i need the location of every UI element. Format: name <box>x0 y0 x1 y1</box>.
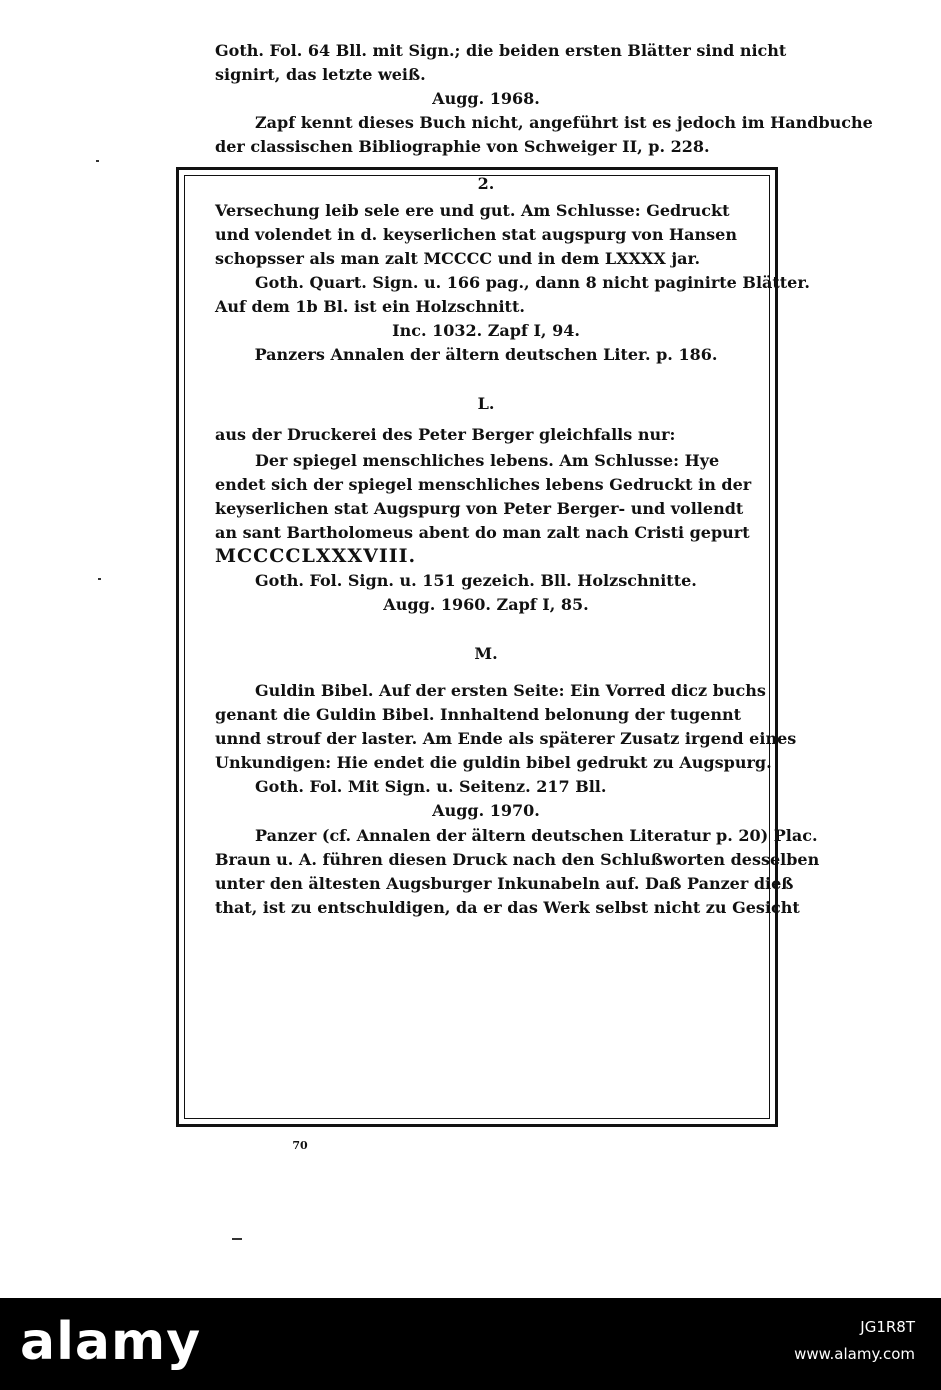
text-line: endet sich der spiegel menschliches lebens Gedruckt in der <box>215 475 752 494</box>
text-line: Der spiegel menschliches lebens. Am Schlusse: Hye <box>255 451 720 470</box>
text-line: Unkundigen: Hie endet die guldin bibel gedrukt zu Augspurg. <box>215 753 772 772</box>
scan-speck <box>232 1238 242 1240</box>
text-line: schopsser als man zalt MCCCC und in dem LXXXX jar. <box>215 249 701 268</box>
text-line: Panzer (cf. Annalen der ältern deutschen Literatur p. 20) Plac. <box>255 826 818 845</box>
scan-speck <box>98 578 101 580</box>
entry-reference: Inc. 1032. Zapf I, 94. <box>392 321 580 340</box>
section-letter: L. <box>477 394 495 413</box>
text-line: Auf dem 1b Bl. ist ein Holzschnitt. <box>215 297 525 316</box>
text-line: unter den ältesten Augsburger Inkunabeln auf. Daß Panzer dieß <box>215 874 794 893</box>
entry-reference: Panzers Annalen der ältern deutschen Liter. p. 186. <box>254 345 718 364</box>
text-line: Goth. Fol. Sign. u. 151 gezeich. Bll. Holzschnitte. <box>255 571 697 590</box>
text-line: Goth. Quart. Sign. u. 166 pag., dann 8 nicht paginirte Blätter. <box>255 273 810 292</box>
watermark-image-id: JG1R8T <box>860 1318 915 1336</box>
entry-reference: Augg. 1960. Zapf I, 85. <box>383 595 589 614</box>
text-line: der classischen Bibliographie von Schweiger II, p. 228. <box>215 137 710 156</box>
text-line: unnd strouf der laster. Am Ende als späterer Zusatz irgend eines <box>215 729 797 748</box>
text-line: Zapf kennt dieses Buch nicht, angeführt ist es jedoch im Handbuche <box>255 113 873 132</box>
text-line: und volendet in d. keyserlichen stat augspurg von Hansen <box>215 225 737 244</box>
watermark-site: www.alamy.com <box>794 1345 915 1363</box>
text-line: Versechung leib sele ere und gut. Am Schlusse: Gedruckt <box>215 201 730 220</box>
text-line: Goth. Fol. 64 Bll. mit Sign.; die beiden ersten Blätter sind nicht <box>215 41 787 60</box>
entry-reference: Augg. 1968. <box>432 89 540 108</box>
scan-speck <box>96 160 99 162</box>
text-line: that, ist zu entschuldigen, da er das Werk selbst nicht zu Gesicht <box>215 898 800 917</box>
page-number: 70 <box>292 1139 308 1152</box>
text-line: Guldin Bibel. Auf der ersten Seite: Ein Vorred dicz buchs <box>255 681 766 700</box>
text-line: Braun u. A. führen diesen Druck nach den Schlußworten desselben <box>215 850 820 869</box>
text-line: aus der Druckerei des Peter Berger gleichfalls nur: <box>215 425 676 444</box>
section-letter: M. <box>474 644 498 663</box>
text-line: Goth. Fol. Mit Sign. u. Seitenz. 217 Bll. <box>255 777 607 796</box>
watermark-logo: alamy <box>20 1312 202 1372</box>
text-line: an sant Bartholomeus abent do man zalt nach Cristi gepurt <box>215 523 750 542</box>
entry-number: 2. <box>477 174 495 193</box>
text-line: MCCCCLXXXVIII. <box>215 545 417 567</box>
text-line: keyserlichen stat Augspurg von Peter Berger- und vollendt <box>215 499 744 518</box>
text-line: signirt, das letzte weiß. <box>215 65 426 84</box>
entry-reference: Augg. 1970. <box>432 801 540 820</box>
text-line: genant die Guldin Bibel. Innhaltend belonung der tugennt <box>215 705 741 724</box>
